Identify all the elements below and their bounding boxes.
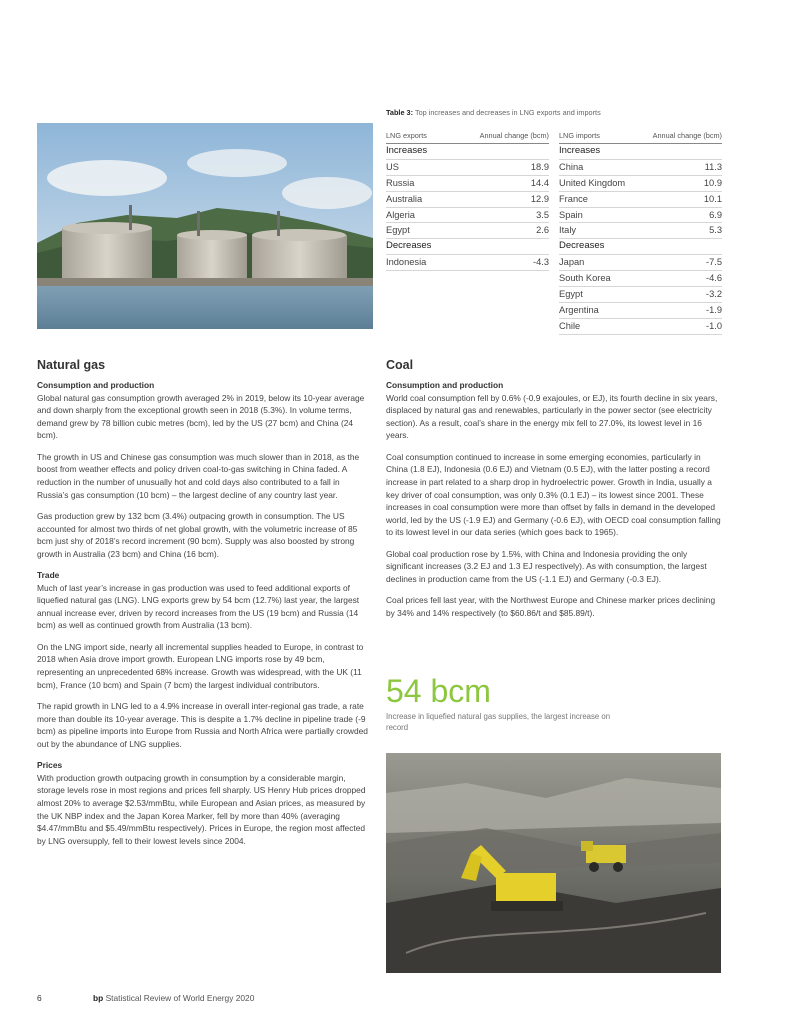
change-value: 14.4: [530, 177, 549, 188]
coal-section: [386, 357, 722, 628]
exports-header-name: LNG exports: [386, 131, 427, 140]
table-row: [386, 176, 549, 192]
table-row: [559, 255, 722, 271]
lng-terminal-photo: [37, 123, 373, 329]
table-row: [559, 176, 722, 192]
country-name: Australia: [386, 193, 423, 204]
page-number: 6: [37, 993, 42, 1003]
gas-paragraph-4: Much of last year’s increase in gas production was used to feed additional exports of liquefied natural gas (LNG). LNG exports grew by 54 bcm (12.7%) last year, the largest annual increase ever, driven by record increases from the US (19 bcm) and Russia (14 bcm) as well as continued growth from Australia (13 bcm).: [37, 582, 360, 631]
coal-paragraph-4: Coal prices fell last year, with the Northwest Europe and Chinese marker prices declining by 34% and 14% respectively (to $60.86/t and $85.89/t).: [386, 595, 716, 618]
footer-brand: bp: [93, 993, 104, 1003]
coal-paragraph-3: Global coal production rose by 1.5%, with China and Indonesia providing the only significant increases (3.2 EJ and 1.3 EJ respectively). As with consumption, the largest declines in production came from the US (-1.1 EJ) and Germany (-0.3 EJ).: [386, 548, 707, 584]
table-row: [559, 192, 722, 208]
change-value: -1.9: [705, 304, 722, 315]
country-name: Spain: [559, 209, 583, 220]
gas-paragraph-2: The growth in US and Chinese gas consumption was much slower than in 2018, as the boost from weather effects and policy driven coal-to-gas switching in China faded. A reduction in the number of unusually hot and cold days also contributed to a fall in Russia’s gas consumption (10 bcm) – the largest decline of any country last year.: [37, 451, 360, 500]
gas-paragraph-6: The rapid growth in LNG led to a 4.9% increase in overall inter-regional gas trade, a rate more than double its 10-year average. This is despite a 1.7% decline in pipeline trade (-9 bcm) as pipeline imports into Europe from Russia and North Africa were partially crowded out by the abundance of LNG supplies.: [37, 701, 368, 749]
natural-gas-title: Natural gas: [37, 358, 106, 372]
coal-title: Coal: [386, 358, 414, 372]
table-row: [559, 208, 722, 224]
footer-title: Statistical Review of World Energy 2020: [105, 993, 255, 1003]
country-name: Argentina: [559, 304, 599, 315]
imports-increases-label: Increases: [559, 145, 601, 156]
table-row: [386, 223, 549, 239]
change-value: 3.5: [536, 209, 549, 220]
gas-paragraph-5: On the LNG import side, nearly all incremental supplies headed to Europe, in contrast to 2018 when Asia drove import growth. European LNG imports rose by 49 bcm, representing an unprecedented 68% increase. Growth was widespread, with the UK (11 bcm), France (10 bcm) and Spain (7 bcm) the largest individual contributors.: [37, 641, 364, 690]
exports-decreases-label-row: [386, 239, 549, 255]
natural-gas-section: [37, 357, 373, 856]
table-caption-text: Top increases and decreases in LNG exports and imports: [414, 108, 601, 117]
exports-header-change: Annual change (bcm): [479, 131, 549, 140]
change-value: 12.9: [530, 193, 549, 204]
gas-consumption-heading: Consumption and production: [37, 380, 155, 390]
gas-paragraph-7: With production growth outpacing growth in consumption by a considerable margin, storage levels rose in most regions and prices fell sharply. US Henry Hub prices dropped almost 20% to average $2.53/mmBtu, while European and Asian prices, as measured by the UK NBP index and the Japan Korea Marker, fell by more than 40% (averaging $4.47/mmBtu and $5.49/mmBtu respectively). Prices in Europe, the region most affected by LNG oversupply, fell to their lowest levels since 2004.: [37, 772, 366, 846]
table-caption: [386, 108, 722, 117]
gas-prices-heading: Prices: [37, 760, 63, 771]
change-value: 11.3: [704, 161, 722, 172]
country-name: Indonesia: [386, 257, 427, 268]
country-name: France: [559, 193, 588, 204]
change-value: 18.9: [530, 161, 549, 172]
gas-paragraph-3: Gas production grew by 132 bcm (3.4%) outpacing growth in consumption. The US accounted for almost two thirds of net global growth, with the volumetric increase of 85 bcm just shy of 2018’s record increment (90 bcm). Supply was also boosted by strong growth in Australia (23 bcm) and China (16 bcm).: [37, 510, 358, 559]
table-row: [559, 287, 722, 303]
country-name: Italy: [559, 225, 577, 236]
country-name: Egypt: [386, 225, 410, 236]
table-row: [386, 192, 549, 208]
coal-mine-photo: [386, 753, 721, 973]
country-name: Japan: [559, 257, 585, 268]
imports-decreases-label: Decreases: [559, 240, 605, 252]
gas-paragraph-1: Global natural gas consumption growth averaged 2% in 2019, below its 10-year average and down sharply from the exceptional growth seen in 2018 (5.3%). In volume terms, demand grew by 78 billion cubic metres (bcm), led by the US (27 bcm) and China (24 bcm).: [37, 392, 365, 441]
imports-increases-label-row: [559, 144, 722, 160]
coal-consumption-heading: Consumption and production: [386, 380, 504, 390]
imports-header-row: [559, 131, 722, 144]
exports-header-row: [386, 131, 549, 144]
table-row: [386, 255, 549, 271]
lng-exports-column: [386, 131, 549, 335]
gas-trade-heading: Trade: [37, 570, 60, 581]
coal-paragraph-1: World coal consumption fell by 0.6% (-0.9 exajoules, or EJ), its fourth decline in six years, displaced by natural gas and renewables, particularly in the power sector (see electricity section). As a result, coal’s share in the energy mix fell to 27.0%, its lowest level in 16 years.: [386, 392, 718, 441]
country-name: Russia: [386, 177, 415, 188]
callout-number: 54 bcm: [386, 673, 491, 709]
change-value: 5.3: [709, 225, 722, 236]
country-name: Algeria: [386, 209, 415, 220]
table-row: [559, 160, 722, 176]
table-row: [559, 303, 722, 319]
imports-header-change: Annual change (bcm): [652, 131, 722, 140]
exports-increases-label-row: [386, 144, 549, 160]
coal-paragraph-2: Coal consumption continued to increase in some emerging economies, particularly in China (1.8 EJ), Indonesia (0.6 EJ) and Vietnam (0.5 EJ), with the latter posting a record increase in part related to a sharp drop in hydroelectric power. Growth in India, usually a key driver of coal consumption, was only 0.3% (0.1 EJ) – its lowest since 2001. These increases in coal consumption were more than offset by falls in demand in the developed world, led by the US (-1.9 EJ) and Germany (-0.6 EJ), with OECD coal consumption falling to its lowest level in our data series (which goes back to 1965).: [386, 451, 721, 538]
page-footer: [37, 993, 254, 1003]
country-name: United Kingdom: [559, 177, 626, 188]
table-row: [559, 223, 722, 239]
country-name: China: [559, 161, 584, 172]
lng-imports-column: [559, 131, 722, 335]
country-name: Chile: [559, 320, 581, 331]
table-row: [386, 208, 549, 224]
exports-increases-label: Increases: [386, 145, 428, 156]
change-value: 10.9: [703, 177, 722, 188]
imports-header-name: LNG imports: [559, 131, 600, 140]
imports-decreases-label-row: [559, 239, 722, 255]
change-value: 6.9: [709, 209, 722, 220]
change-value: -7.5: [705, 257, 722, 268]
country-name: South Korea: [559, 273, 611, 284]
country-name: US: [386, 161, 399, 172]
change-value: -3.2: [705, 289, 722, 300]
table-row: [386, 160, 549, 176]
change-value: 10.1: [703, 193, 722, 204]
change-value: -4.6: [705, 273, 722, 284]
table-row: [559, 271, 722, 287]
change-value: -4.3: [532, 257, 549, 268]
table-row: [559, 319, 722, 335]
callout-caption: Increase in liquefied natural gas supplies, the largest increase on record: [386, 712, 611, 732]
exports-decreases-label: Decreases: [386, 240, 432, 252]
table-caption-label: Table 3:: [386, 108, 414, 117]
change-value: 2.6: [536, 225, 549, 236]
change-value: -1.0: [705, 320, 722, 331]
lng-trade-table: [386, 108, 722, 335]
country-name: Egypt: [559, 289, 583, 300]
